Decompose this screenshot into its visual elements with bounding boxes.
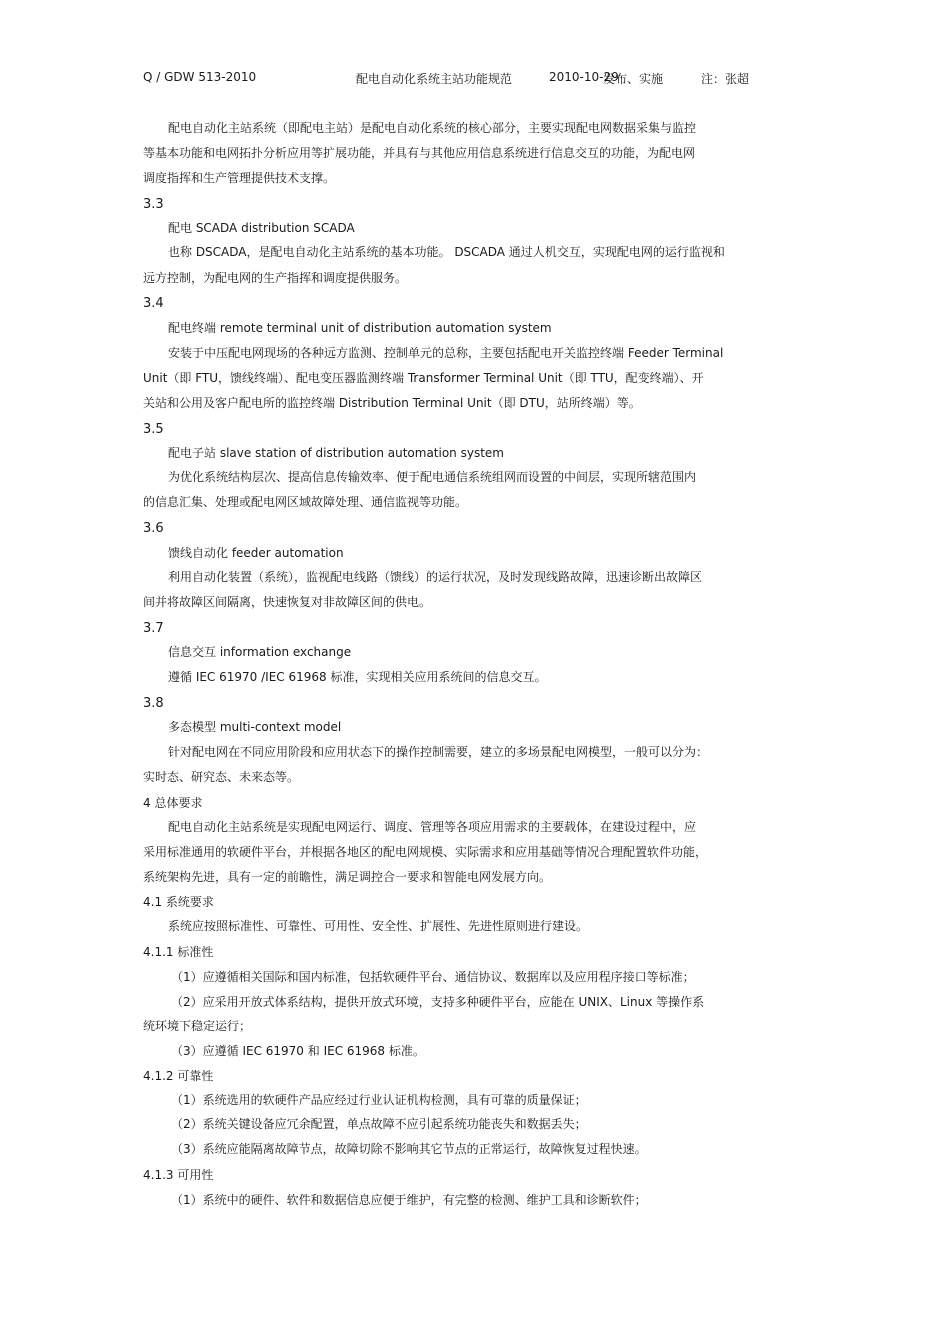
body-line: 实时态、研究态、未来态等。 xyxy=(143,770,300,784)
list-item: （2）应采用开放式体系结构，提供开放式环境，支持多种硬件平台，应能在 UNIX、Linux 等操作系 xyxy=(171,995,705,1009)
chapter-heading: 4 总体要求 xyxy=(143,796,203,810)
list-item: （2）系统关键设备应冗余配置，单点故障不应引起系统功能丧失和数据丢失； xyxy=(171,1117,587,1131)
body-line: 统环境下稳定运行； xyxy=(143,1019,252,1033)
list-item: （1）应遵循相关国际和国内标准，包括软硬件平台、通信协议、数据库以及应用程序接口等标准； xyxy=(171,970,695,984)
section-number: 3.3 xyxy=(143,197,164,212)
body-line: 利用自动化装置（系统），监视配电线路（馈线）的运行状况，及时发现线路故障，迅速诊断出故障区 xyxy=(168,570,703,584)
section-number: 3.4 xyxy=(143,296,164,311)
body-line: 关站和公用及客户配电所的监控终端 Distribution Terminal Unit（即 DTU，站所终端）等。 xyxy=(143,396,641,410)
term-heading: 配电子站 slave station of distribution automation system xyxy=(168,446,504,460)
list-item: （1）系统中的硬件、软件和数据信息应便于维护，有完整的检测、维护工具和诊断软件； xyxy=(171,1193,647,1207)
subsection-heading: 4.1.3 可用性 xyxy=(143,1168,214,1182)
body-line: 系统架构先进，具有一定的前瞻性，满足调控合一要求和智能电网发展方向。 xyxy=(143,870,552,884)
body-line: 调度指挥和生产管理提供技术支撑。 xyxy=(143,171,336,185)
term-heading: 配电终端 remote terminal unit of distribution automation system xyxy=(168,321,552,335)
publish-status: 发布、实施 xyxy=(603,72,664,86)
body-line: 配电自动化主站系统是实现配电网运行、调度、管理等各项应用需求的主要载体，在建设过程中，应 xyxy=(168,820,697,834)
term-heading: 馈线自动化 feeder automation xyxy=(168,546,344,560)
body-line: 遵循 IEC 61970 /IEC 61968 标准，实现相关应用系统间的信息交互。 xyxy=(168,670,547,684)
list-item: （1）系统选用的软硬件产品应经过行业认证机构检测，具有可靠的质量保证； xyxy=(171,1093,587,1107)
term-heading: 信息交互 information exchange xyxy=(168,645,352,659)
body-line: 配电自动化主站系统（即配电主站）是配电自动化系统的核心部分，主要实现配电网数据采集与监控 xyxy=(168,121,697,135)
section-number: 3.8 xyxy=(143,696,164,711)
body-line: 安装于中压配电网现场的各种远方监测、控制单元的总称，主要包括配电开关监控终端 Feeder Terminal xyxy=(168,346,724,360)
body-line: 间并将故障区间隔离，快速恢复对非故障区间的供电。 xyxy=(143,595,432,609)
body-line: 的信息汇集、处理或配电网区域故障处理、通信监视等功能。 xyxy=(143,495,468,509)
header-note: 注：张超 xyxy=(701,72,750,86)
body-line: 为优化系统结构层次、提高信息传输效率、便于配电通信系统组网而设置的中间层，实现所辖范围内 xyxy=(168,470,697,484)
body-line: 等基本功能和电网拓扑分析应用等扩展功能，并具有与其他应用信息系统进行信息交互的功能，为配电网 xyxy=(143,146,696,160)
body-line: 远方控制，为配电网的生产指挥和调度提供服务。 xyxy=(143,271,408,285)
list-item: （3）应遵循 IEC 61970 和 IEC 61968 标准。 xyxy=(171,1044,425,1058)
body-line: 针对配电网在不同应用阶段和应用状态下的操作控制需要，建立的多场景配电网模型，一般可以分为： xyxy=(168,745,709,759)
page-header xyxy=(0,70,950,86)
term-heading: 配电 SCADA distribution SCADA xyxy=(168,221,355,235)
section-number: 3.5 xyxy=(143,422,164,437)
standard-code: Q / GDW 513-2010 xyxy=(143,70,257,84)
list-item: （3）系统应能隔离故障节点，故障切除不影响其它节点的正常运行，故障恢复过程快速。 xyxy=(171,1142,647,1156)
subsection-heading: 4.1.2 可靠性 xyxy=(143,1069,214,1083)
document-title: 配电自动化系统主站功能规范 xyxy=(356,72,513,86)
section-number: 3.7 xyxy=(143,621,164,636)
body-line: 采用标准通用的软硬件平台，并根据各地区的配电网规模、实际需求和应用基础等情况合理配置软件功能， xyxy=(143,845,708,859)
subsection-heading: 4.1.1 标准性 xyxy=(143,945,214,959)
body-line: 也称 DSCADA，是配电自动化主站系统的基本功能。 DSCADA 通过人机交互，实现配电网的运行监视和 xyxy=(168,245,725,259)
body-line: 系统应按照标准性、可靠性、可用性、安全性、扩展性、先进性原则进行建设。 xyxy=(168,919,589,933)
body-line: Unit（即 FTU，馈线终端）、配电变压器监测终端 Transformer Terminal Unit（即 TTU，配变终端）、开 xyxy=(143,371,704,385)
section-number: 3.6 xyxy=(143,521,164,536)
publish-date: 2010-10-29 xyxy=(549,70,619,84)
subsection-heading: 4.1 系统要求 xyxy=(143,895,214,909)
term-heading: 多态模型 multi-context model xyxy=(168,720,342,734)
